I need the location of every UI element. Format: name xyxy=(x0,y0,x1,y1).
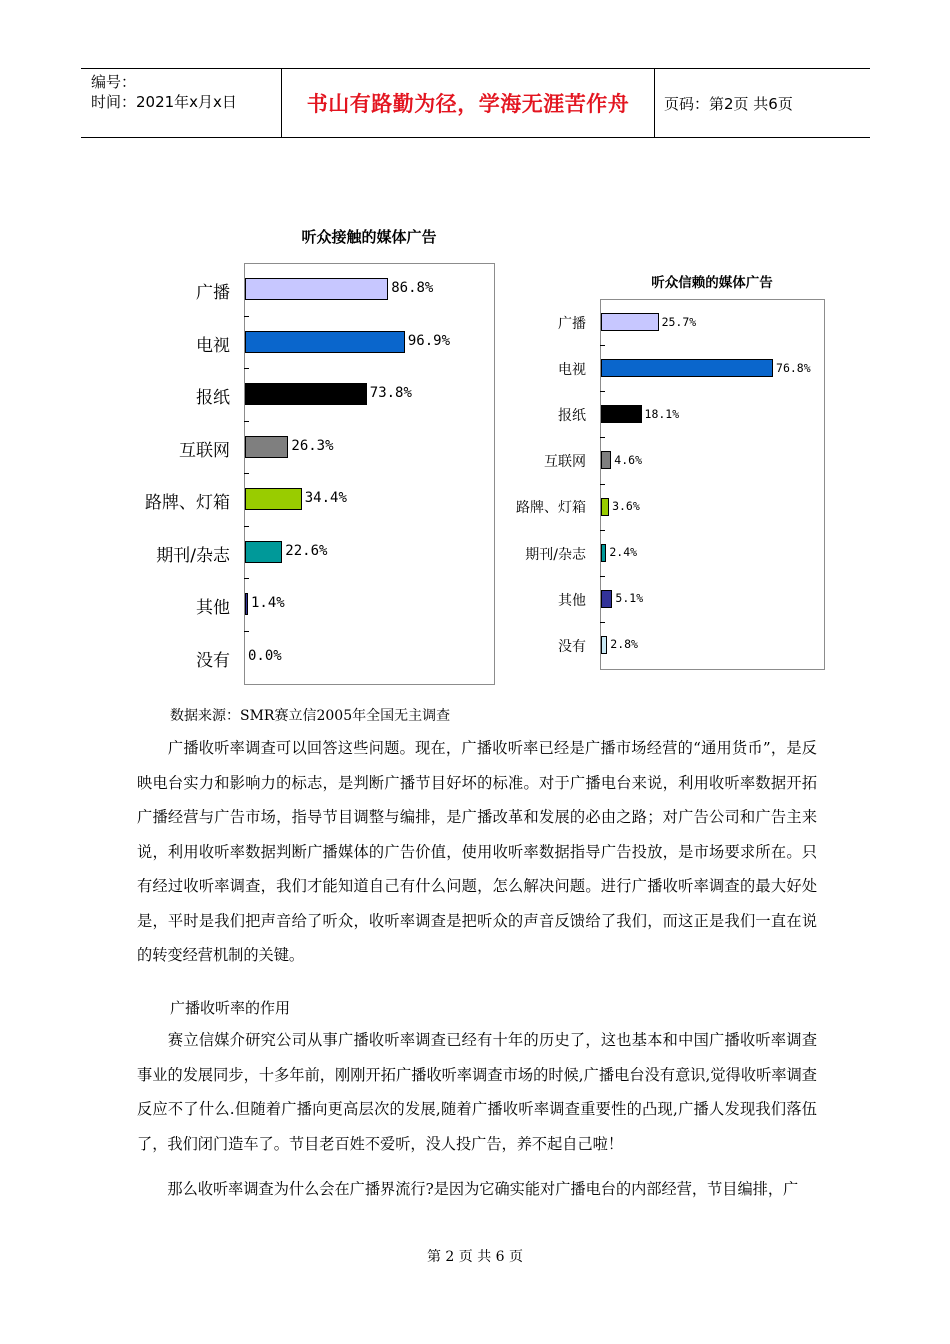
axis-tick xyxy=(244,316,249,317)
bar xyxy=(245,541,282,563)
axis-tick xyxy=(244,368,249,369)
data-label: 2.8% xyxy=(610,637,638,652)
data-label: 96.9% xyxy=(407,332,451,349)
data-label: 34.4% xyxy=(304,490,347,507)
bar xyxy=(245,278,388,300)
bar xyxy=(245,488,302,510)
category-label: 报纸 xyxy=(558,408,586,425)
axis-tick xyxy=(244,473,249,474)
data-label: 86.8% xyxy=(391,280,434,297)
category-label: 互联网 xyxy=(544,454,586,471)
page-footer: 第 2 页 共 6 页 xyxy=(426,1249,524,1265)
axis-tick xyxy=(600,576,605,577)
axis-tick xyxy=(600,530,605,531)
axis-tick xyxy=(244,526,249,527)
data-label: 0.0% xyxy=(248,647,282,664)
data-label: 4.6% xyxy=(614,452,642,467)
paragraph: 那么收听率调查为什么会在广播界流行?是因为它确实能对广播电台的内部经营，节目编排，广 xyxy=(137,1180,799,1198)
axis-tick xyxy=(600,622,605,623)
category-label: 广播 xyxy=(558,315,586,332)
category-label: 其他 xyxy=(196,598,230,619)
category-label: 其他 xyxy=(558,592,586,609)
data-label: 26.3% xyxy=(291,437,334,454)
data-label: 2.4% xyxy=(609,545,638,560)
category-label: 电视 xyxy=(196,335,230,356)
category-label: 路牌、灯箱 xyxy=(145,493,230,514)
category-label: 期刊/杂志 xyxy=(156,545,230,566)
data-source-note: 数据来源：SMR赛立信2005年全国无主调查 xyxy=(170,708,451,724)
category-label: 没有 xyxy=(558,638,586,655)
header-left-cell xyxy=(81,69,281,137)
bar xyxy=(245,593,248,615)
data-label: 76.8% xyxy=(776,360,811,375)
bar xyxy=(601,544,606,562)
bar xyxy=(601,313,659,331)
bar xyxy=(601,451,611,469)
document-number-label: 编号： xyxy=(91,73,137,91)
bar xyxy=(601,636,607,654)
category-label: 路牌、灯箱 xyxy=(516,500,586,517)
plot-area xyxy=(600,299,825,670)
bar xyxy=(601,405,642,423)
category-label: 没有 xyxy=(196,650,230,671)
header-motto-cell xyxy=(281,69,655,137)
category-label: 报纸 xyxy=(196,388,230,409)
axis-tick xyxy=(600,345,605,346)
axis-tick xyxy=(600,437,605,438)
motto-text: 书山有路勤为径，学海无涯苦作舟 xyxy=(306,92,630,116)
axis-tick xyxy=(244,421,249,422)
axis-tick xyxy=(600,391,605,392)
category-label: 互联网 xyxy=(179,440,230,461)
axis-tick xyxy=(600,484,605,485)
page-header xyxy=(81,68,870,138)
data-label: 5.1% xyxy=(615,591,644,606)
section-heading: 广播收听率的作用 xyxy=(170,999,291,1017)
header-right-cell xyxy=(654,69,870,137)
category-label: 期刊/杂志 xyxy=(525,546,586,563)
bar xyxy=(601,498,609,516)
bar xyxy=(601,359,773,377)
data-label: 73.8% xyxy=(369,385,412,402)
data-label: 18.1% xyxy=(644,406,680,421)
chart-title: 听众接触的媒体广告 xyxy=(301,228,437,246)
document-time-label: 时间：2021年x月x日 xyxy=(91,93,237,111)
bar xyxy=(601,590,612,608)
data-label: 3.6% xyxy=(612,499,640,514)
data-label: 22.6% xyxy=(285,542,328,559)
page-code: 页码：第2页 共6页 xyxy=(664,94,793,113)
axis-tick xyxy=(244,578,249,579)
axis-tick xyxy=(244,631,249,632)
data-label: 1.4% xyxy=(251,595,285,612)
plot-area xyxy=(244,263,495,685)
bar xyxy=(245,436,288,458)
paragraph: 广播收听率调查可以回答这些问题。现在，广播收听率已经是广播市场经营的“通用货币”，是反映电台实力和影响力的标志，是判断广播节目好坏的标准。对于广播电台来说，利用收听率数据开拓广播经营与广告市场，指导节目调整与编排，是广播改革和发展的必由之路；对广告公司和广告主来说，利用收听率数据判断广播媒体的广告价值，使用收听率数据指导广告投放，是市场要求所在。只有经过收听率调查，我们才能知道自己有什么问题，怎么解决问题。进行广播收听率调查的最大好处是，平时是我们把声音给了听众，收听率调查是把听众的声音反馈给了我们，而这正是我们一直在说的转变经营机制的关键。 xyxy=(137,739,817,964)
paragraph: 赛立信媒介研究公司从事广播收听率调查已经有十年的历史了，这也基本和中国广播收听率调查事业的发展同步，十多年前，刚刚开拓广播收听率调查市场的时候,广播电台没有意识,觉得收听率调查反应不了什么.但随着广播向更高层次的发展,随着广播收听率调查重要性的凸现,广播人发现我们落伍了，我们闭门造车了。节目老百姓不爱听，没人投广告，养不起自己啦！ xyxy=(137,1031,817,1153)
chart-title: 听众信赖的媒体广告 xyxy=(651,275,773,291)
bar xyxy=(245,331,405,353)
data-label: 25.7% xyxy=(661,314,697,329)
category-label: 广播 xyxy=(196,283,230,304)
category-label: 电视 xyxy=(558,362,586,379)
bar xyxy=(245,383,367,405)
